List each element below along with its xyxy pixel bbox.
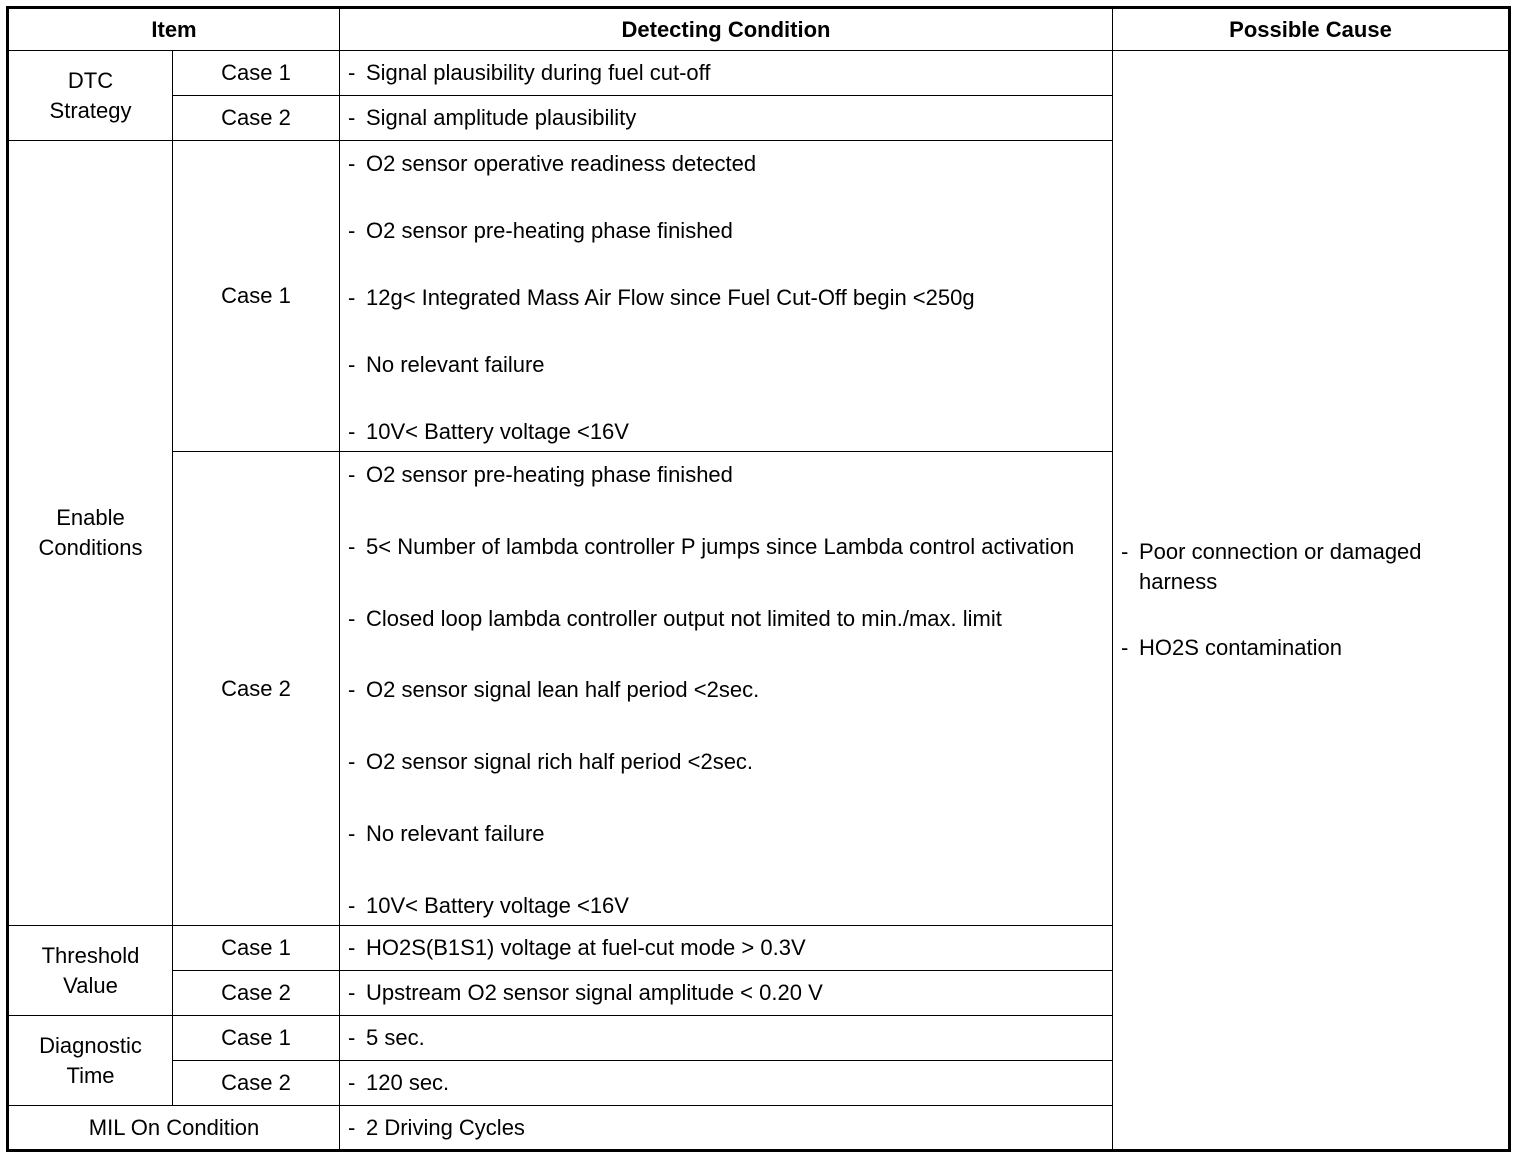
list-item: - O2 sensor pre-heating phase finished — [348, 218, 733, 243]
list-item: - Signal amplitude plausibility — [348, 105, 637, 130]
list-item: - HO2S(B1S1) voltage at fuel-cut mode > 0.3V — [348, 935, 806, 960]
list-item: - 5 sec. — [348, 1025, 425, 1050]
condition-cell — [340, 96, 1113, 141]
list-item: - O2 sensor signal rich half period <2sec. — [348, 749, 754, 775]
list-item: - No relevant failure — [348, 352, 545, 377]
list-item: - Upstream O2 sensor signal amplitude < 0.20 V — [348, 980, 823, 1005]
list-item: - O2 sensor signal lean half period <2sec. — [348, 677, 760, 703]
header-row — [8, 8, 1510, 51]
case-label: Case 1 — [173, 51, 340, 96]
dtc-condition-table — [6, 6, 1511, 1152]
case-label: Case 1 — [173, 926, 340, 971]
dtc-table-container — [6, 6, 1508, 1152]
list-item: - No relevant failure — [348, 821, 545, 847]
item-threshold-value — [8, 926, 173, 1016]
item-dtc-strategy — [8, 51, 173, 141]
header-item: Item — [8, 8, 340, 51]
condition-cell — [340, 1106, 1113, 1151]
case-label: Case 2 — [173, 1061, 340, 1106]
list-item: - 10V< Battery voltage <16V — [348, 419, 629, 444]
list-item: - 120 sec. — [348, 1070, 450, 1095]
list-item: - Closed loop lambda controller output not limited to min./max. limit — [348, 605, 1002, 631]
condition-cell — [340, 971, 1113, 1016]
item-enable-conditions — [8, 141, 173, 926]
list-item: - O2 sensor operative readiness detected — [348, 151, 757, 176]
list-item: - 5< Number of lambda controller P jumps since Lambda control activation — [348, 533, 1075, 559]
condition-cell — [340, 452, 1113, 926]
case-label: Case 2 — [173, 452, 340, 926]
item-label: Threshold Value — [41, 942, 140, 998]
condition-list — [348, 141, 1112, 451]
condition-cell — [340, 1061, 1113, 1106]
condition-cell — [340, 926, 1113, 971]
item-label: Diagnostic Time — [39, 1032, 142, 1088]
header-detecting-condition: Detecting Condition — [340, 8, 1113, 51]
possible-cause-list — [1121, 537, 1508, 663]
item-mil-on-condition: MIL On Condition — [8, 1106, 340, 1151]
condition-cell — [340, 51, 1113, 96]
condition-list — [348, 452, 1112, 925]
table-row — [8, 51, 1510, 96]
possible-cause-cell — [1113, 51, 1510, 1151]
item-diagnostic-time — [8, 1016, 173, 1106]
list-item: - Signal plausibility during fuel cut-off — [348, 60, 711, 85]
condition-cell — [340, 1016, 1113, 1061]
case-label: Case 1 — [173, 1016, 340, 1061]
item-label: Enable Conditions — [38, 505, 143, 560]
case-label: Case 2 — [173, 971, 340, 1016]
list-item: - Poor connection or damaged harness — [1121, 539, 1422, 594]
list-item: - HO2S contamination — [1121, 635, 1342, 660]
list-item: - 12g< Integrated Mass Air Flow since Fuel Cut-Off begin <250g — [348, 285, 975, 310]
case-label: Case 1 — [173, 141, 340, 452]
case-label: Case 2 — [173, 96, 340, 141]
header-possible-cause: Possible Cause — [1113, 8, 1510, 51]
list-item: - 2 Driving Cycles — [348, 1114, 525, 1140]
condition-cell — [340, 141, 1113, 452]
list-item: - O2 sensor pre-heating phase finished — [348, 462, 733, 487]
list-item: - 10V< Battery voltage <16V — [348, 892, 629, 918]
item-label: DTC Strategy — [49, 67, 132, 123]
